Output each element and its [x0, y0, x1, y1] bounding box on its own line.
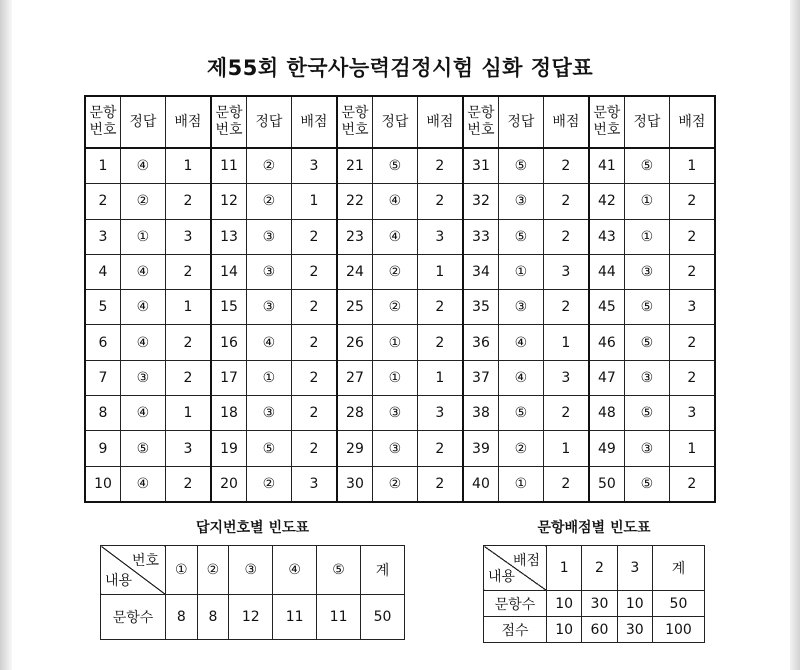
- row-label: 점수: [484, 617, 547, 643]
- question-score: 2: [543, 466, 589, 502]
- question-number: 48: [589, 396, 625, 431]
- header-question-number: [85, 96, 121, 148]
- correct-answer: ③: [372, 431, 417, 466]
- frequency-value: 11: [273, 595, 317, 640]
- question-score: 1: [417, 360, 463, 395]
- header-label: 문항: [593, 105, 621, 121]
- correct-answer: ⑤: [624, 466, 669, 502]
- correct-answer: ②: [246, 148, 291, 184]
- correct-answer: ⑤: [624, 396, 669, 431]
- question-score: 1: [417, 254, 463, 289]
- question-score: 2: [417, 148, 463, 184]
- question-score: 2: [291, 290, 337, 325]
- correct-answer: ③: [624, 431, 669, 466]
- correct-answer: ④: [121, 466, 166, 502]
- question-score: 1: [165, 396, 211, 431]
- correct-answer: ②: [121, 184, 166, 219]
- question-number: 31: [463, 148, 499, 184]
- question-score: 2: [669, 466, 715, 502]
- question-number: 34: [463, 254, 499, 289]
- row-label: 문항수: [484, 591, 547, 617]
- correct-answer: ⑤: [624, 148, 669, 184]
- correct-answer: ⑤: [246, 431, 291, 466]
- question-number: 12: [211, 184, 247, 219]
- correct-answer: ④: [121, 148, 166, 184]
- question-score: 3: [291, 148, 337, 184]
- question-number: 22: [337, 184, 373, 219]
- question-number: 3: [85, 219, 121, 254]
- question-number: 21: [337, 148, 373, 184]
- question-score: 2: [417, 325, 463, 360]
- header-answer: 정답: [624, 96, 669, 148]
- question-score: 2: [669, 325, 715, 360]
- correct-answer: ④: [121, 325, 166, 360]
- frequency-value: 50: [652, 591, 704, 617]
- column-header: ③: [229, 546, 273, 595]
- question-number: 26: [337, 325, 373, 360]
- header-answer: 정답: [498, 96, 543, 148]
- corner-bottom-label: 내용: [488, 569, 516, 585]
- question-number: 46: [589, 325, 625, 360]
- question-score: 2: [165, 325, 211, 360]
- question-score: 2: [543, 219, 589, 254]
- question-number: 9: [85, 431, 121, 466]
- question-score: 1: [165, 148, 211, 184]
- question-number: 19: [211, 431, 247, 466]
- answer-frequency-title: 답지번호별 빈도표: [195, 520, 310, 536]
- question-number: 7: [85, 360, 121, 395]
- correct-answer: ⑤: [498, 148, 543, 184]
- frequency-value: 100: [652, 617, 704, 643]
- header-label: 번호: [593, 122, 621, 138]
- question-score: 2: [291, 325, 337, 360]
- correct-answer: ⑤: [372, 148, 417, 184]
- table-row: [85, 219, 715, 254]
- question-number: 1: [85, 148, 121, 184]
- answer-table-header: [85, 96, 715, 148]
- question-score: 1: [669, 431, 715, 466]
- column-header: 계: [361, 546, 405, 595]
- frequency-value: 30: [582, 591, 617, 617]
- correct-answer: ①: [372, 360, 417, 395]
- frequency-value: 60: [582, 617, 617, 643]
- question-score: 2: [165, 466, 211, 502]
- correct-answer: ⑤: [121, 431, 166, 466]
- header-score: 배점: [543, 96, 589, 148]
- correct-answer: ④: [121, 396, 166, 431]
- header-label: 번호: [467, 122, 495, 138]
- question-score: 1: [669, 148, 715, 184]
- correct-answer: ③: [624, 360, 669, 395]
- correct-answer: ④: [372, 219, 417, 254]
- question-number: 29: [337, 431, 373, 466]
- question-score: 2: [291, 431, 337, 466]
- table-row: [85, 290, 715, 325]
- question-number: 4: [85, 254, 121, 289]
- question-number: 28: [337, 396, 373, 431]
- correct-answer: ①: [372, 325, 417, 360]
- question-number: 37: [463, 360, 499, 395]
- frequency-value: 10: [617, 591, 652, 617]
- column-header: ②: [197, 546, 229, 595]
- answer-frequency-table: [100, 545, 405, 640]
- page-title: 제55회 한국사능력검정시험 심화 정답표: [206, 56, 594, 80]
- correct-answer: ③: [498, 184, 543, 219]
- correct-answer: ④: [498, 325, 543, 360]
- correct-answer: ②: [246, 466, 291, 502]
- question-score: 2: [417, 184, 463, 219]
- correct-answer: ①: [498, 466, 543, 502]
- correct-answer: ④: [246, 325, 291, 360]
- table-row: [85, 431, 715, 466]
- question-score: 2: [417, 431, 463, 466]
- question-number: 49: [589, 431, 625, 466]
- frequency-value: 12: [229, 595, 273, 640]
- correct-answer: ④: [121, 254, 166, 289]
- corner-bottom-label: 내용: [105, 573, 133, 589]
- correct-answer: ③: [372, 396, 417, 431]
- question-score: 1: [165, 290, 211, 325]
- question-score: 2: [291, 396, 337, 431]
- question-number: 18: [211, 396, 247, 431]
- question-score: 2: [669, 184, 715, 219]
- header-label: 문항: [467, 105, 495, 121]
- column-header: 2: [582, 546, 617, 591]
- question-number: 16: [211, 325, 247, 360]
- header-score: 배점: [669, 96, 715, 148]
- question-number: 36: [463, 325, 499, 360]
- question-score: 2: [669, 360, 715, 395]
- question-number: 33: [463, 219, 499, 254]
- header-label: 문항: [89, 105, 117, 121]
- column-header: 1: [547, 546, 582, 591]
- correct-answer: ②: [372, 254, 417, 289]
- question-score: 3: [669, 396, 715, 431]
- question-score: 2: [669, 219, 715, 254]
- question-number: 43: [589, 219, 625, 254]
- frequency-value: 8: [166, 595, 198, 640]
- question-score: 3: [669, 290, 715, 325]
- question-number: 10: [85, 466, 121, 502]
- correct-answer: ④: [372, 184, 417, 219]
- correct-answer: ③: [246, 396, 291, 431]
- question-number: 13: [211, 219, 247, 254]
- correct-answer: ②: [498, 431, 543, 466]
- column-header: 3: [617, 546, 652, 591]
- column-header: ④: [273, 546, 317, 595]
- header-answer: 정답: [372, 96, 417, 148]
- frequency-value: 50: [361, 595, 405, 640]
- question-number: 15: [211, 290, 247, 325]
- question-number: 8: [85, 396, 121, 431]
- column-header: ①: [166, 546, 198, 595]
- correct-answer: ①: [498, 254, 543, 289]
- page-edge-left: [0, 0, 12, 670]
- question-number: 6: [85, 325, 121, 360]
- corner-cell: [101, 546, 166, 595]
- question-number: 40: [463, 466, 499, 502]
- table-row: [85, 325, 715, 360]
- correct-answer: ②: [372, 466, 417, 502]
- header-score: 배점: [165, 96, 211, 148]
- header-label: 번호: [215, 122, 243, 138]
- correct-answer: ⑤: [498, 396, 543, 431]
- header-score: 배점: [291, 96, 337, 148]
- table-row: [85, 396, 715, 431]
- score-frequency-row: [484, 617, 705, 643]
- correct-answer: ①: [246, 360, 291, 395]
- question-score: 1: [543, 325, 589, 360]
- question-number: 44: [589, 254, 625, 289]
- correct-answer: ⑤: [624, 290, 669, 325]
- question-number: 30: [337, 466, 373, 502]
- question-number: 41: [589, 148, 625, 184]
- column-header: 계: [652, 546, 704, 591]
- answer-frequency-row: [101, 595, 405, 640]
- correct-answer: ④: [498, 360, 543, 395]
- table-row: [85, 254, 715, 289]
- question-number: 2: [85, 184, 121, 219]
- corner-top-label: 배점: [512, 553, 540, 569]
- question-number: 23: [337, 219, 373, 254]
- question-score: 2: [417, 466, 463, 502]
- question-number: 45: [589, 290, 625, 325]
- question-score: 3: [165, 219, 211, 254]
- header-question-number: [337, 96, 373, 148]
- question-score: 2: [543, 396, 589, 431]
- correct-answer: ①: [624, 184, 669, 219]
- score-frequency-table: [483, 545, 705, 643]
- corner-cell: [484, 546, 547, 591]
- score-frequency-header: [484, 546, 705, 591]
- header-label: 번호: [341, 122, 369, 138]
- question-score: 2: [543, 148, 589, 184]
- answer-table: [84, 95, 716, 503]
- question-score: 2: [417, 290, 463, 325]
- question-score: 3: [417, 396, 463, 431]
- correct-answer: ③: [246, 254, 291, 289]
- question-score: 2: [291, 219, 337, 254]
- correct-answer: ④: [121, 290, 166, 325]
- question-score: 3: [543, 360, 589, 395]
- question-score: 3: [165, 431, 211, 466]
- header-label: 문항: [341, 105, 369, 121]
- header-answer: 정답: [246, 96, 291, 148]
- correct-answer: ②: [372, 290, 417, 325]
- header-question-number: [463, 96, 499, 148]
- question-number: 35: [463, 290, 499, 325]
- correct-answer: ②: [246, 184, 291, 219]
- table-row: [85, 466, 715, 502]
- question-score: 2: [543, 184, 589, 219]
- question-number: 32: [463, 184, 499, 219]
- header-question-number: [211, 96, 247, 148]
- table-row: [85, 184, 715, 219]
- score-frequency-title: 문항배점별 빈도표: [537, 520, 651, 536]
- question-score: 3: [417, 219, 463, 254]
- question-number: 39: [463, 431, 499, 466]
- question-number: 47: [589, 360, 625, 395]
- question-number: 11: [211, 148, 247, 184]
- header-score: 배점: [417, 96, 463, 148]
- header-label: 문항: [215, 105, 243, 121]
- question-score: 2: [165, 184, 211, 219]
- frequency-value: 11: [317, 595, 361, 640]
- answer-frequency-header: [101, 546, 405, 595]
- correct-answer: ③: [624, 254, 669, 289]
- question-score: 3: [543, 254, 589, 289]
- frequency-value: 30: [617, 617, 652, 643]
- page-edge-right: [790, 0, 800, 670]
- question-number: 38: [463, 396, 499, 431]
- question-score: 2: [165, 360, 211, 395]
- question-score: 2: [291, 360, 337, 395]
- frequency-value: 10: [547, 591, 582, 617]
- score-frequency-row: [484, 591, 705, 617]
- column-header: ⑤: [317, 546, 361, 595]
- question-number: 50: [589, 466, 625, 502]
- question-score: 2: [543, 290, 589, 325]
- correct-answer: ①: [624, 219, 669, 254]
- table-row: [85, 360, 715, 395]
- question-number: 27: [337, 360, 373, 395]
- question-number: 42: [589, 184, 625, 219]
- correct-answer: ③: [246, 219, 291, 254]
- question-score: 3: [291, 466, 337, 502]
- header-label: 번호: [89, 122, 117, 138]
- correct-answer: ⑤: [498, 219, 543, 254]
- frequency-value: 10: [547, 617, 582, 643]
- corner-top-label: 번호: [131, 553, 159, 569]
- question-number: 24: [337, 254, 373, 289]
- correct-answer: ③: [498, 290, 543, 325]
- question-score: 2: [669, 254, 715, 289]
- correct-answer: ③: [246, 290, 291, 325]
- frequency-value: 8: [197, 595, 229, 640]
- question-number: 17: [211, 360, 247, 395]
- correct-answer: ⑤: [624, 325, 669, 360]
- correct-answer: ①: [121, 219, 166, 254]
- question-score: 2: [291, 254, 337, 289]
- question-score: 1: [291, 184, 337, 219]
- question-number: 20: [211, 466, 247, 502]
- header-answer: 정답: [121, 96, 166, 148]
- question-score: 1: [543, 431, 589, 466]
- correct-answer: ③: [121, 360, 166, 395]
- row-label: 문항수: [101, 595, 166, 640]
- question-score: 2: [165, 254, 211, 289]
- question-number: 25: [337, 290, 373, 325]
- question-number: 14: [211, 254, 247, 289]
- header-question-number: [589, 96, 625, 148]
- question-number: 5: [85, 290, 121, 325]
- table-row: [85, 148, 715, 184]
